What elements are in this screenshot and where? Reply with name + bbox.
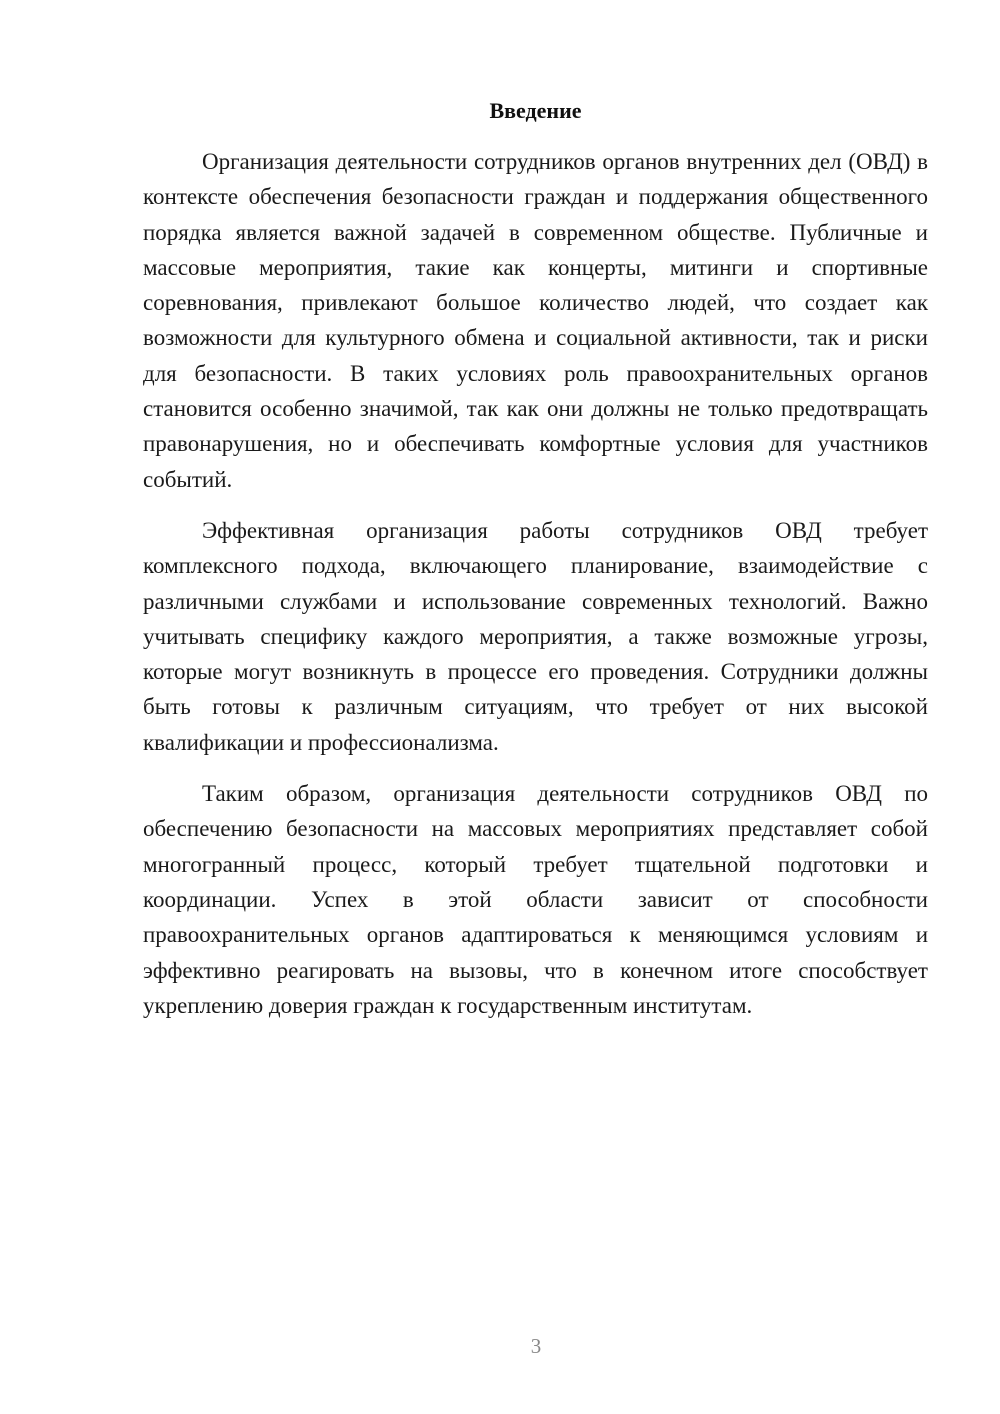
paragraph-1: Организация деятельности сотрудников органов внутренних дел (ОВД) в контексте обеспечения безопасности граждан и поддержания общественного порядка является важной задачей в современном обществе. Публичные и массовые мероприятия, такие как концерты, митинги и спортивные соревнования, привлекают большое количество людей, что создает как возможности для культурного обмена и социальной активности, так и риски для безопасности. В таких условиях роль правоохранительных органов становится особенно значимой, так как они должны не только предотвращать правонарушения, но и обеспечивать комфортные условия для участников событий. — [143, 149, 928, 492]
paragraph-2: Эффективная организация работы сотрудников ОВД требует комплексного подхода, включающего планирование, взаимодействие с различными службами и использование современных технологий. Важно учитывать специфику каждого мероприятия, а также возможные угрозы, которые могут возникнуть в процессе его проведения. Сотрудники должны быть готовы к различным ситуациям, что требует от них высокой квалификации и профессионализма. — [143, 517, 928, 755]
paragraph-3: Таким образом, организация деятельности сотрудников ОВД по обеспечению безопасности на массовых мероприятиях представляет собой многогранный процесс, который требует тщательной подготовки и координации. Успех в этой области зависит от способности правоохранительных органов адаптироваться к меняющимся условиям и эффективно реагировать на вызовы, что в конечном итоге способствует укреплению доверия граждан к государственным институтам. — [143, 781, 928, 1018]
page-number: 3 — [530, 1334, 542, 1358]
page-content — [143, 96, 928, 1023]
section-heading: Введение — [489, 98, 582, 123]
